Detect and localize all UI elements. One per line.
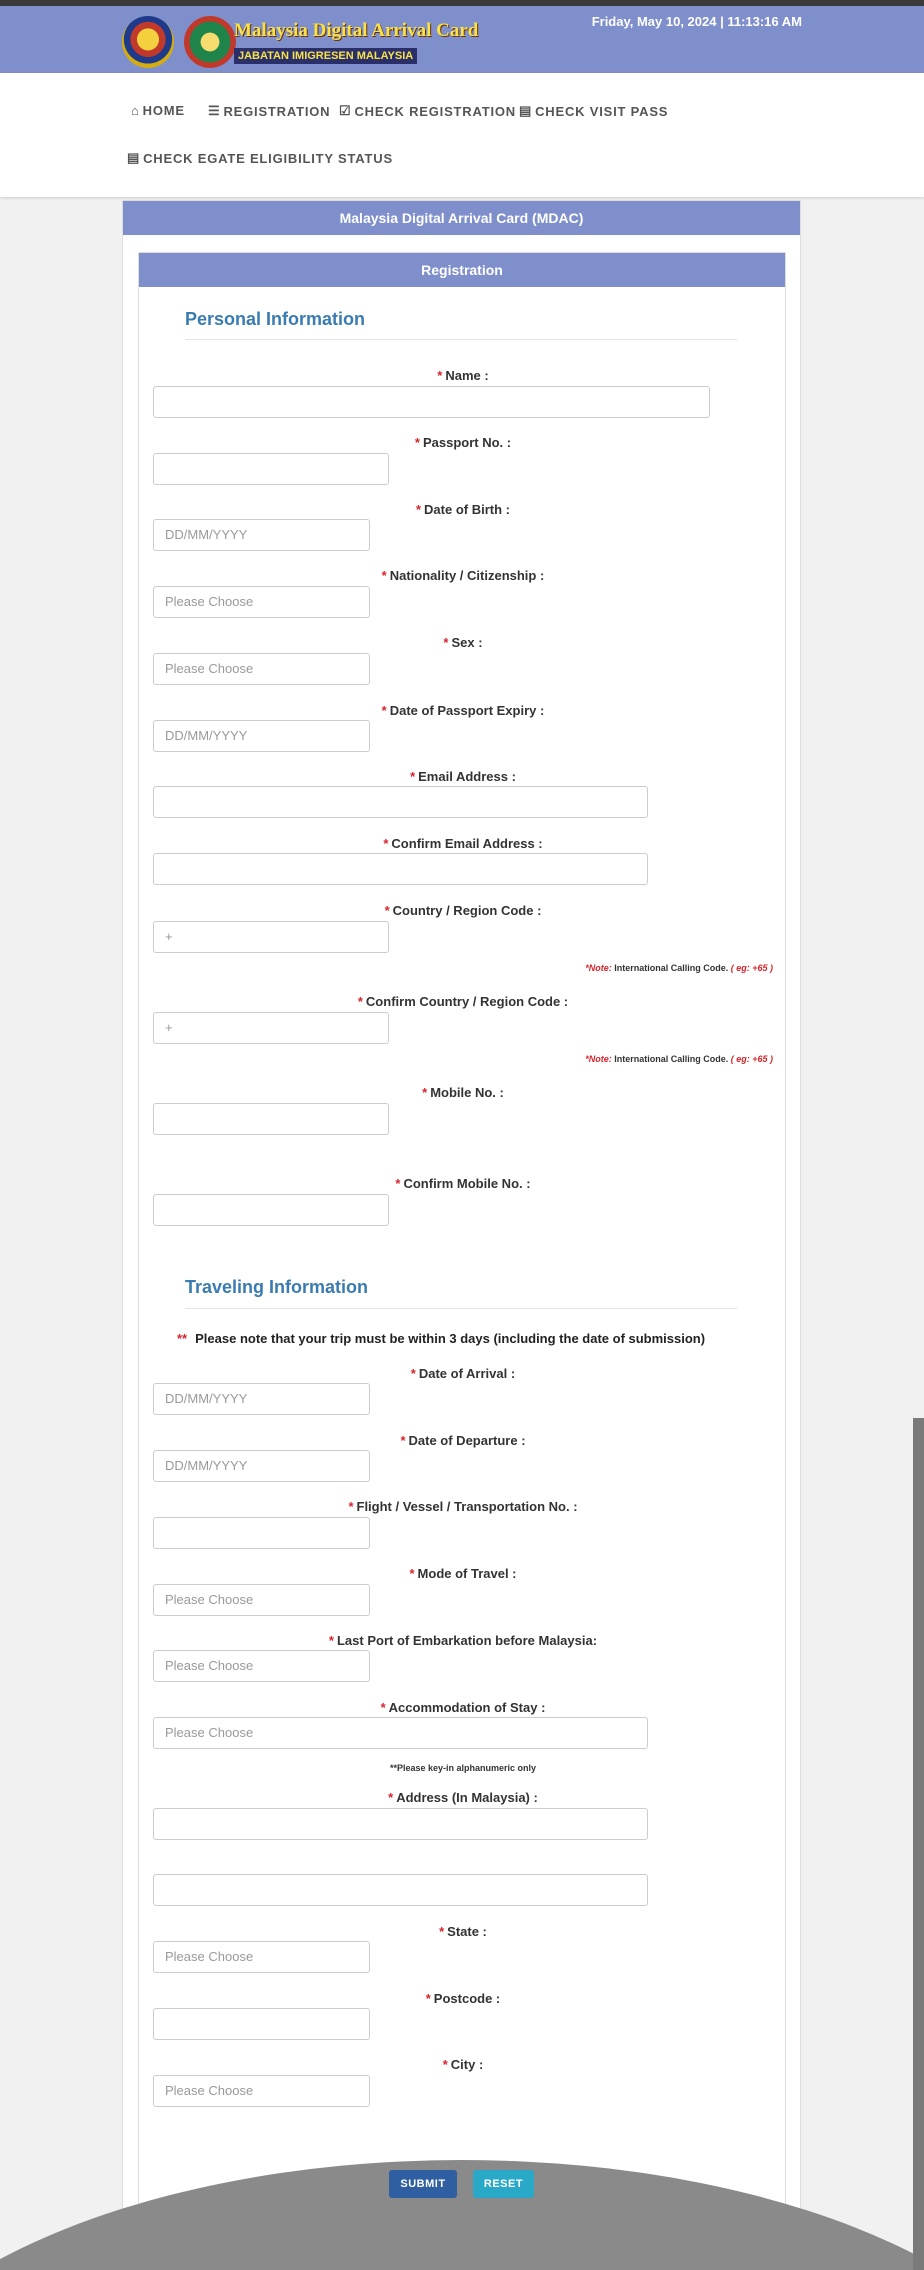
- nav-check-registration-label: CHECK REGISTRATION: [354, 103, 516, 119]
- mobile-input[interactable]: [153, 1103, 389, 1135]
- confirm-email-input[interactable]: [153, 853, 648, 885]
- nav-check-egate[interactable]: [127, 150, 393, 166]
- accommodation-label: * Accommodation of Stay :: [380, 1700, 546, 1715]
- country-code-label: * Country / Region Code :: [384, 903, 542, 918]
- arrival-label: * Date of Arrival :: [410, 1366, 516, 1381]
- name-input[interactable]: [153, 386, 710, 418]
- logo-subtitle: JABATAN IMIGRESEN MALAYSIA: [234, 48, 417, 64]
- passport-label: * Passport No. :: [414, 435, 512, 450]
- alphanumeric-note: **Please key-in alphanumeric only: [389, 1763, 537, 1773]
- nav-check-egate-label: CHECK EGATE ELIGIBILITY STATUS: [143, 150, 393, 166]
- document-icon: ▤: [519, 103, 533, 118]
- document-icon: ▤: [127, 150, 141, 165]
- registration-panel: [138, 252, 786, 2222]
- departure-label: * Date of Departure :: [400, 1433, 526, 1448]
- immigration-crest-icon: [184, 16, 236, 68]
- name-label: * Name :: [437, 368, 489, 383]
- country-code-input[interactable]: +: [153, 921, 389, 953]
- passport-expiry-input[interactable]: DD/MM/YYYY: [153, 720, 370, 752]
- reset-button[interactable]: RESET: [473, 2170, 534, 2198]
- section-divider: [185, 339, 737, 340]
- nationality-select[interactable]: Please Choose: [153, 586, 370, 618]
- address-line1-input[interactable]: [153, 1808, 648, 1840]
- main-navbar: [0, 73, 924, 197]
- port-label: * Last Port of Embarkation before Malaysia:: [328, 1633, 598, 1648]
- dob-input[interactable]: DD/MM/YYYY: [153, 519, 370, 551]
- confirm-country-code-label: * Confirm Country / Region Code :: [357, 994, 569, 1009]
- postcode-label: * Postcode :: [425, 1991, 501, 2006]
- confirm-mobile-input[interactable]: [153, 1194, 389, 1226]
- section-title-personal: Personal Information: [185, 309, 366, 329]
- confirm-mobile-label: * Confirm Mobile No. :: [395, 1176, 531, 1191]
- nav-home[interactable]: [131, 103, 185, 118]
- check-icon: ☑: [339, 103, 352, 118]
- panel-title: Registration: [139, 253, 785, 287]
- home-icon: ⌂: [131, 103, 140, 118]
- calling-code-note: *Note: International Calling Code. ( eg: +65 ): [585, 963, 773, 973]
- sex-select[interactable]: Please Choose: [153, 653, 370, 685]
- mobile-label: * Mobile No. :: [422, 1085, 504, 1100]
- flight-number-input[interactable]: [153, 1517, 370, 1549]
- section-divider: [185, 1308, 737, 1309]
- scrollbar-track[interactable]: [913, 1418, 924, 2270]
- card-title: Malaysia Digital Arrival Card (MDAC): [123, 201, 800, 235]
- nav-registration-label: REGISTRATION: [223, 103, 331, 119]
- trip-note: ** Please note that your trip must be within 3 days (including the date of submission): [177, 1331, 706, 1346]
- accommodation-select[interactable]: Please Choose: [153, 1717, 648, 1749]
- malaysia-coat-of-arms-icon: [122, 16, 174, 68]
- sex-label: * Sex :: [443, 635, 483, 650]
- nav-check-visit-pass-label: CHECK VISIT PASS: [535, 103, 669, 119]
- address-line2-input[interactable]: [153, 1874, 648, 1906]
- mdac-card: [122, 200, 801, 2230]
- mode-of-travel-select[interactable]: Please Choose: [153, 1584, 370, 1616]
- arrival-date-input[interactable]: DD/MM/YYYY: [153, 1383, 370, 1415]
- mode-label: * Mode of Travel :: [409, 1566, 517, 1581]
- city-label: * City :: [442, 2057, 484, 2072]
- nationality-label: * Nationality / Citizenship :: [381, 568, 545, 583]
- flight-label: * Flight / Vessel / Transportation No. :: [348, 1499, 578, 1514]
- passport-expiry-label: * Date of Passport Expiry :: [381, 703, 545, 718]
- address-label: * Address (In Malaysia) :: [388, 1790, 538, 1805]
- nav-check-visit-pass[interactable]: [519, 103, 668, 119]
- site-header: [0, 0, 924, 73]
- state-label: * State :: [439, 1924, 487, 1939]
- nav-registration[interactable]: [208, 103, 330, 119]
- confirm-country-code-input[interactable]: +: [153, 1012, 389, 1044]
- email-input[interactable]: [153, 786, 648, 818]
- submit-button[interactable]: SUBMIT: [389, 2170, 457, 2198]
- postcode-input[interactable]: [153, 2008, 370, 2040]
- city-select[interactable]: Please Choose: [153, 2075, 370, 2107]
- current-datetime: Friday, May 10, 2024 | 11:13:16 AM: [591, 14, 802, 29]
- calling-code-note: *Note: International Calling Code. ( eg: +65 ): [585, 1054, 773, 1064]
- nav-home-label: HOME: [142, 103, 185, 118]
- nav-check-registration[interactable]: [339, 103, 516, 119]
- passport-input[interactable]: [153, 453, 389, 485]
- list-icon: ☰: [208, 103, 221, 118]
- site-logo[interactable]: [122, 12, 479, 70]
- state-select[interactable]: Please Choose: [153, 1941, 370, 1973]
- confirm-email-label: * Confirm Email Address :: [383, 836, 543, 851]
- dob-label: * Date of Birth :: [415, 502, 510, 517]
- email-label: * Email Address :: [410, 769, 516, 784]
- logo-title: Malaysia Digital Arrival Card: [234, 20, 479, 41]
- section-title-traveling: Traveling Information: [185, 1277, 369, 1297]
- departure-date-input[interactable]: DD/MM/YYYY: [153, 1450, 370, 1482]
- last-port-select[interactable]: Please Choose: [153, 1650, 370, 1682]
